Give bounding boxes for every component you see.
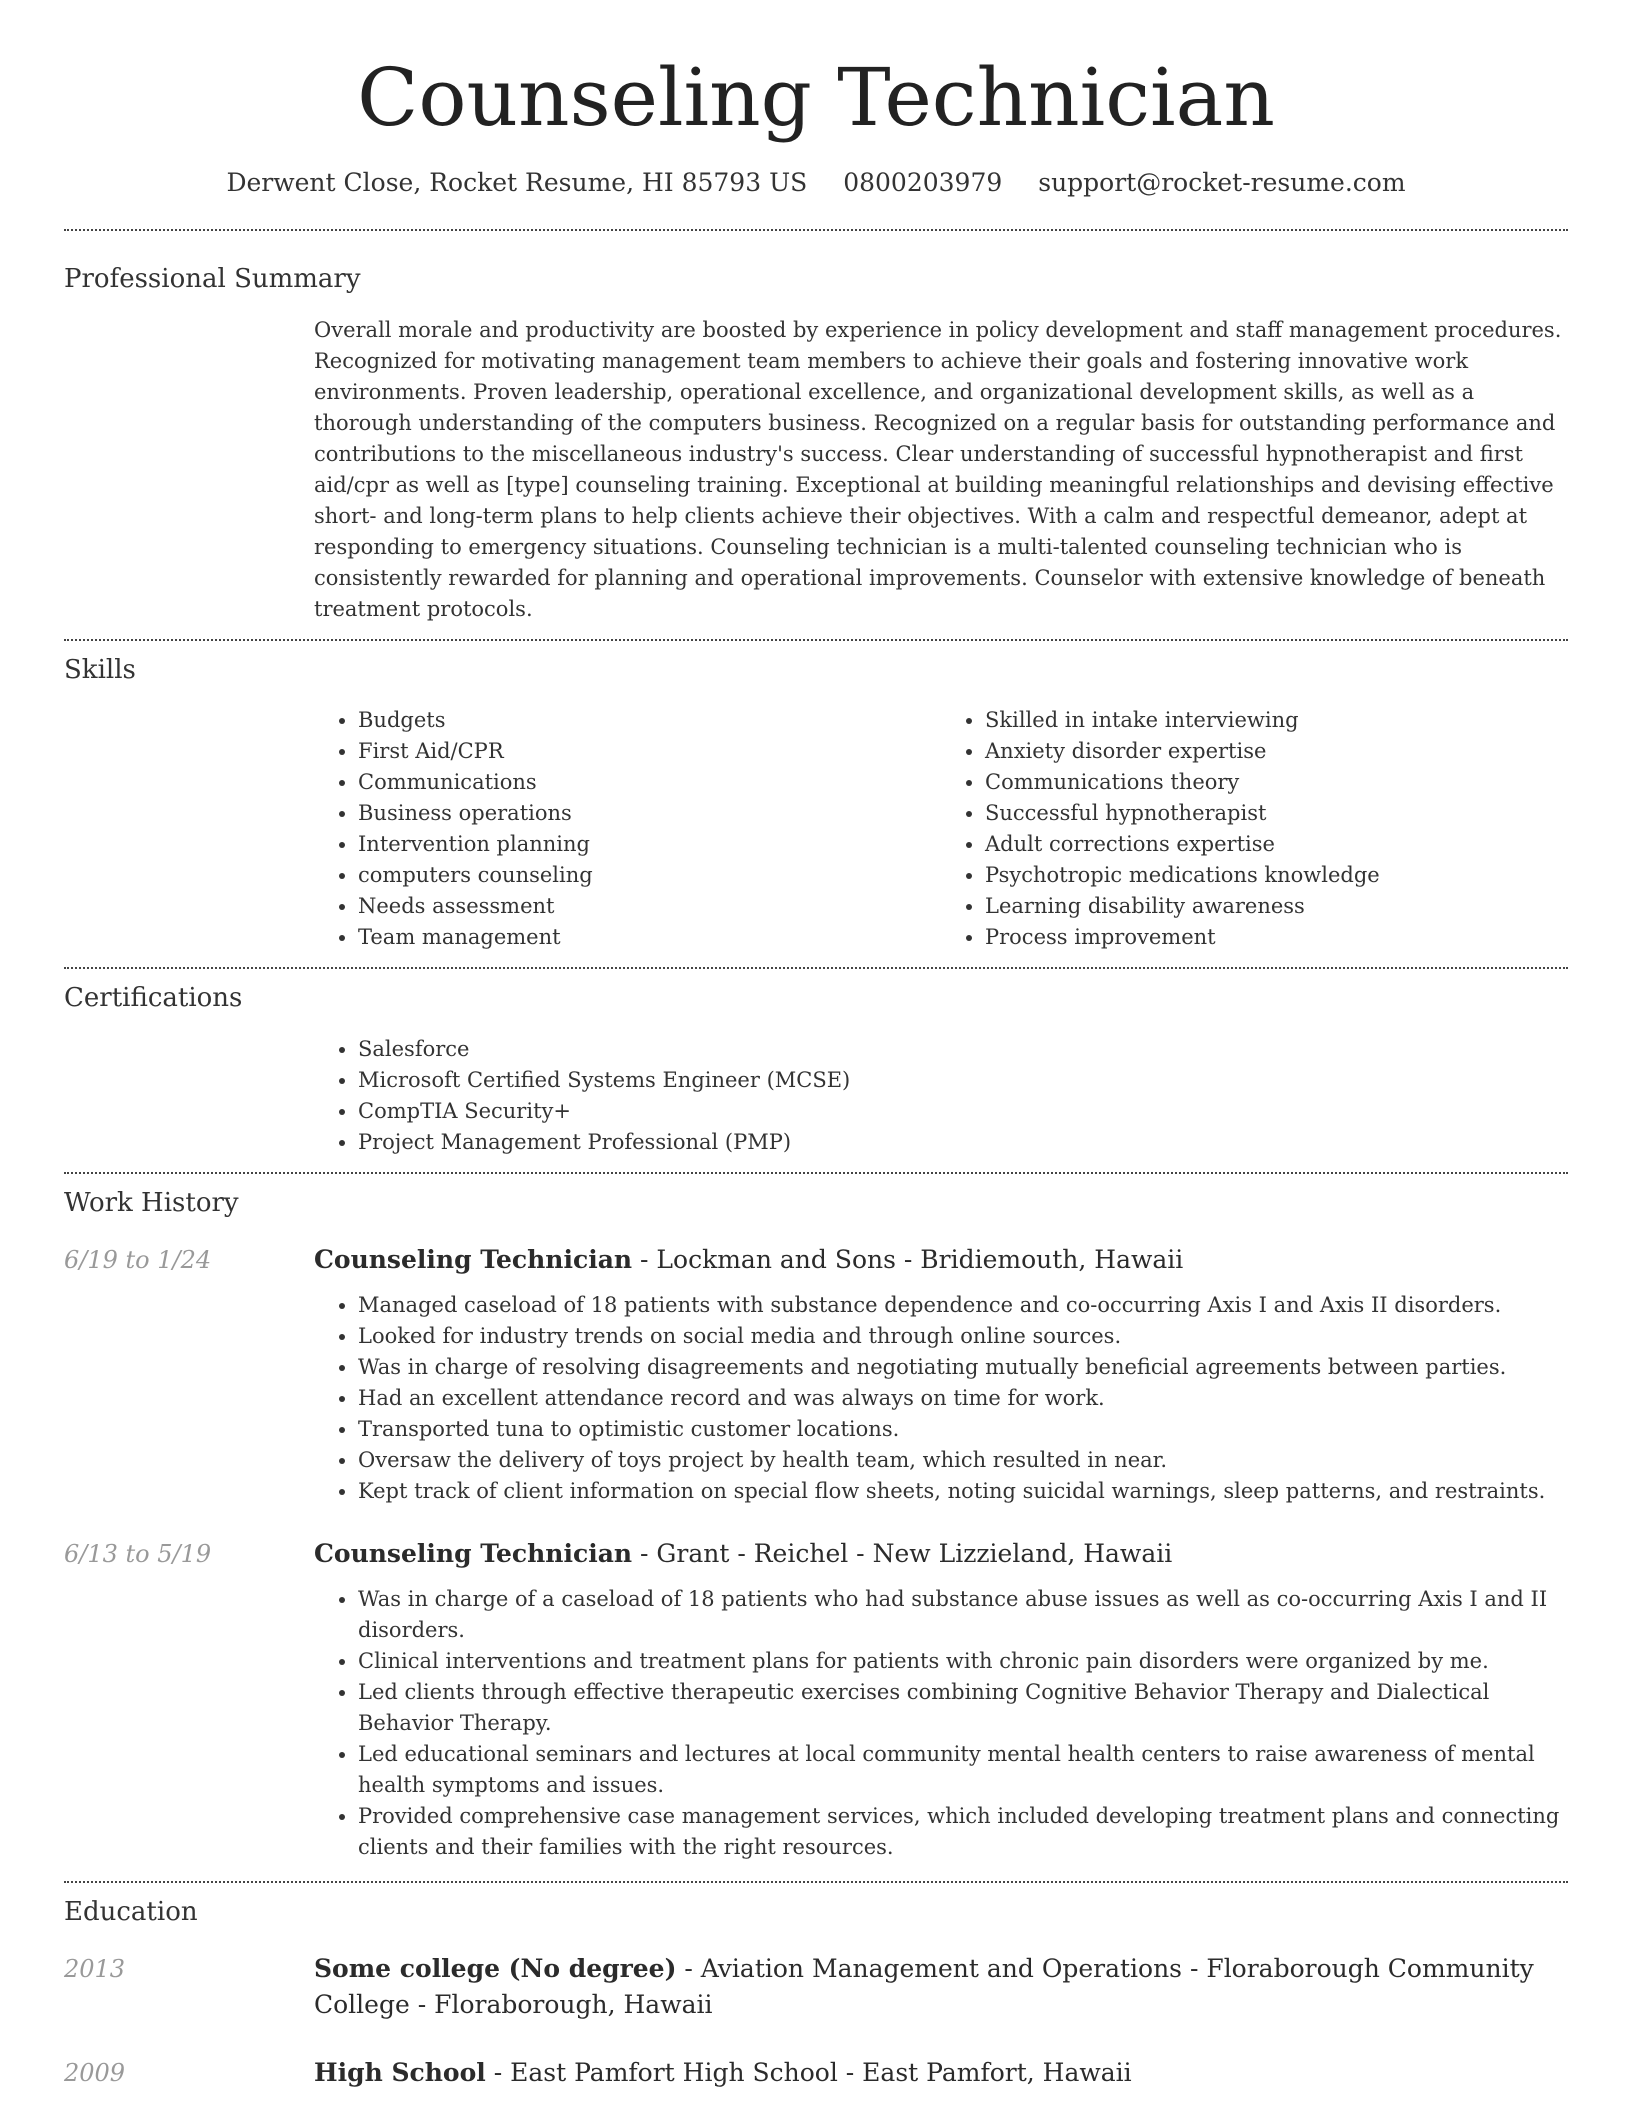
resume-page — [64, 0, 1568, 2091]
work-bullet: • Was in charge of resolving disagreements and negotiating mutually beneficial agreements between parties. — [358, 1352, 1568, 1383]
skills-list-right — [941, 705, 1568, 953]
work-entry — [64, 1536, 1568, 1572]
summary-text: Overall morale and productivity are boosted by experience in policy development and staff management procedures. Recognized for motivating management team members to achieve their goals and fostering innovative work environments. Proven leadership, operational excellence, and organizational development skills, as well as a thorough understanding of the computers business. Recognized on a regular basis for outstanding performance and contributions to the miscellaneous industry's success. Clear understanding of successful hypnotherapist and first aid/cpr as well as [type] counseling training. Exceptional at building meaningful relationships and devising effective short- and long-term plans to help clients achieve their objectives. With a calm and respectful demeanor, adept at responding to emergency situations. Counseling technician is a multi-talented counseling technician who is consistently rewarded for planning and operational improvements. Counselor with extensive knowledge of beneath treatment protocols. — [314, 318, 1562, 621]
work-bullet: • Had an excellent attendance record and was always on time for work. — [358, 1383, 1568, 1414]
skill-item: • Successful hypnotherapist — [985, 798, 1568, 829]
skills-grid — [314, 705, 1568, 953]
certifications-title: Certifications — [64, 983, 243, 1013]
education-title-line — [314, 2055, 1132, 2091]
contact-email: support@rocket-resume.com — [1038, 168, 1406, 197]
education-school: - East Pamfort High School - East Pamfort, Hawaii — [485, 2058, 1132, 2087]
skill-item: • Team management — [358, 922, 941, 953]
certifications-list — [314, 1034, 1568, 1158]
skills-list-left — [314, 705, 941, 953]
certifications-body — [314, 1034, 1568, 1158]
skill-item: • Needs assessment — [358, 891, 941, 922]
skills-title: Skills — [64, 655, 136, 685]
skill-item: • Communications theory — [985, 767, 1568, 798]
skill-item: • First Aid/CPR — [358, 736, 941, 767]
work-bullet: • Was in charge of a caseload of 18 patients who had substance abuse issues as well as co-occurring Axis I and II disorders. — [358, 1584, 1568, 1646]
work-bullets-body — [314, 1584, 1568, 1863]
work-bullet: • Clinical interventions and treatment plans for patients with chronic pain disorders were organized by me. — [358, 1646, 1568, 1677]
skill-item: • Communications — [358, 767, 941, 798]
skill-item: • Budgets — [358, 705, 941, 736]
skill-item: • Anxiety disorder expertise — [985, 736, 1568, 767]
skill-item: • Intervention planning — [358, 829, 941, 860]
skill-item: • computers counseling — [358, 860, 941, 891]
work-section — [64, 1185, 1568, 1863]
skill-item: • Process improvement — [985, 922, 1568, 953]
education-title: Education — [64, 1897, 198, 1927]
certification-item: • Salesforce — [358, 1034, 1568, 1065]
education-entry — [64, 2055, 1568, 2091]
contact-address: Derwent Close, Rocket Resume, HI 85793 US — [226, 168, 808, 197]
work-bullet: • Looked for industry trends on social media and through online sources. — [358, 1321, 1568, 1352]
work-bullets — [314, 1584, 1568, 1863]
work-bullet: • Led educational seminars and lectures at local community mental health centers to raise awareness of mental health symptoms and issues. — [358, 1739, 1568, 1801]
work-role: Counseling Technician — [314, 1245, 633, 1274]
skill-item: • Psychotropic medications knowledge — [985, 860, 1568, 891]
work-bullet: • Oversaw the delivery of toys project by health team, which resulted in near. — [358, 1445, 1568, 1476]
work-title-line — [314, 1242, 1183, 1278]
section-divider — [64, 967, 1568, 969]
contact-line — [64, 166, 1568, 200]
work-employer: - Lockman and Sons - Bridiemouth, Hawaii — [632, 1245, 1184, 1274]
skill-item: • Adult corrections expertise — [985, 829, 1568, 860]
work-bullet: • Kept track of client information on special flow sheets, noting suicidal warnings, sleep patterns, and restraints. — [358, 1476, 1568, 1507]
summary-title: Professional Summary — [64, 264, 361, 294]
work-title: Work History — [64, 1188, 239, 1218]
work-title-line — [314, 1536, 1172, 1572]
section-divider — [64, 639, 1568, 641]
work-bullets-body — [314, 1290, 1568, 1507]
work-bullet: • Managed caseload of 18 patients with substance dependence and co-occurring Axis I and Axis II disorders. — [358, 1290, 1568, 1321]
skill-item: • Business operations — [358, 798, 941, 829]
summary-body — [314, 315, 1568, 625]
certification-item: • CompTIA Security+ — [358, 1096, 1568, 1127]
skill-item: • Skilled in intake interviewing — [985, 705, 1568, 736]
certifications-section — [64, 980, 1568, 1158]
resume-name: Counseling Technician — [357, 51, 1275, 144]
work-date: 6/13 to 5/19 — [64, 1540, 212, 1568]
work-bullet: • Provided comprehensive case management services, which included developing treatment plans and connecting clients and their families with the right resources. — [358, 1801, 1568, 1863]
work-bullet: • Led clients through effective therapeutic exercises combining Cognitive Behavior Therapy and Dialectical Behavior Therapy. — [358, 1677, 1568, 1739]
education-date: 2013 — [64, 1955, 126, 1983]
work-date: 6/19 to 1/24 — [64, 1246, 212, 1274]
skills-section — [64, 652, 1568, 953]
education-title-line — [314, 1951, 1568, 2023]
work-entry — [64, 1242, 1568, 1278]
section-divider — [64, 1881, 1568, 1883]
education-school: - Aviation Management and Operations - Floraborough Community College - Floraborough, Hawaii — [314, 1954, 1534, 2019]
section-divider — [64, 229, 1568, 231]
work-bullets — [314, 1290, 1568, 1507]
work-bullet: • Transported tuna to optimistic customer locations. — [358, 1414, 1568, 1445]
certification-item: • Microsoft Certified Systems Engineer (MCSE) — [358, 1065, 1568, 1096]
education-date: 2009 — [64, 2059, 126, 2087]
education-degree: Some college (No degree) — [314, 1954, 677, 1983]
skill-item: • Learning disability awareness — [985, 891, 1568, 922]
certification-item: • Project Management Professional (PMP) — [358, 1127, 1568, 1158]
work-employer: - Grant - Reichel - New Lizzieland, Hawaii — [632, 1539, 1173, 1568]
section-divider — [64, 1172, 1568, 1174]
summary-section — [64, 261, 1568, 625]
education-section — [64, 1894, 1568, 2091]
work-role: Counseling Technician — [314, 1539, 633, 1568]
contact-phone: 0800203979 — [843, 168, 1003, 197]
education-entry — [64, 1951, 1568, 2023]
education-degree: High School — [314, 2058, 486, 2087]
